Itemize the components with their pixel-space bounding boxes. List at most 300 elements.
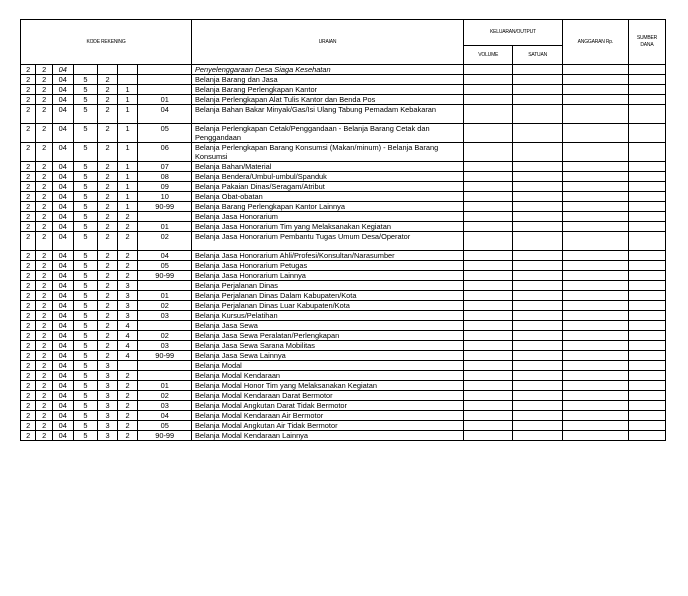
kode-cell-1: 2 <box>21 431 36 441</box>
kode-cell-3: 04 <box>52 361 73 371</box>
kode-cell-3: 04 <box>52 75 73 85</box>
kode-cell-3: 04 <box>52 281 73 291</box>
volume-cell <box>463 124 512 143</box>
header-volume: VOLUME <box>463 46 512 65</box>
table-row <box>21 182 666 192</box>
volume-cell <box>463 162 512 172</box>
anggaran-cell <box>562 321 628 331</box>
kode-sub-cell: 10 <box>138 192 192 202</box>
anggaran-cell <box>562 143 628 162</box>
kode-cell-5: 2 <box>98 162 118 172</box>
table-row <box>21 124 666 143</box>
kode-sub-cell: 01 <box>138 381 192 391</box>
anggaran-cell <box>562 291 628 301</box>
sumber-dana-cell <box>628 65 665 75</box>
kode-sub-cell: 05 <box>138 421 192 431</box>
kode-cell-5: 3 <box>98 431 118 441</box>
budget-table <box>20 19 666 441</box>
volume-cell <box>463 301 512 311</box>
header-uraian: URAIAN <box>191 20 463 65</box>
kode-cell-2: 2 <box>36 85 52 95</box>
kode-cell-3: 04 <box>52 232 73 251</box>
header-kode-rekening: KODE REKENING <box>21 20 192 65</box>
volume-cell <box>463 212 512 222</box>
kode-cell-3: 04 <box>52 321 73 331</box>
satuan-cell <box>513 182 562 192</box>
kode-cell-3: 04 <box>52 124 73 143</box>
kode-cell-3: 04 <box>52 421 73 431</box>
uraian-cell: Belanja Perjalanan Dinas Dalam Kabupaten/Kota <box>191 291 463 301</box>
kode-cell-6: 1 <box>117 162 138 172</box>
kode-cell-4: 5 <box>73 105 98 124</box>
kode-cell-2: 2 <box>36 105 52 124</box>
kode-cell-4: 5 <box>73 391 98 401</box>
kode-sub-cell: 02 <box>138 301 192 311</box>
uraian-cell: Belanja Obat-obatan <box>191 192 463 202</box>
kode-cell-6: 1 <box>117 192 138 202</box>
satuan-cell <box>513 271 562 281</box>
kode-cell-2: 2 <box>36 172 52 182</box>
kode-sub-cell <box>138 212 192 222</box>
kode-cell-2: 2 <box>36 411 52 421</box>
kode-cell-4: 5 <box>73 351 98 361</box>
kode-cell-1: 2 <box>21 371 36 381</box>
satuan-cell <box>513 261 562 271</box>
kode-cell-5: 3 <box>98 361 118 371</box>
kode-sub-cell: 09 <box>138 182 192 192</box>
kode-cell-2: 2 <box>36 311 52 321</box>
kode-cell-4: 5 <box>73 311 98 321</box>
uraian-cell: Belanja Modal <box>191 361 463 371</box>
uraian-cell: Belanja Modal Kendaraan <box>191 371 463 381</box>
table-row <box>21 105 666 124</box>
satuan-cell <box>513 222 562 232</box>
kode-cell-4: 5 <box>73 341 98 351</box>
kode-cell-4: 5 <box>73 143 98 162</box>
table-row <box>21 291 666 301</box>
kode-cell-6: 4 <box>117 351 138 361</box>
anggaran-cell <box>562 75 628 85</box>
kode-cell-3: 04 <box>52 341 73 351</box>
volume-cell <box>463 421 512 431</box>
anggaran-cell <box>562 222 628 232</box>
table-row <box>21 261 666 271</box>
kode-cell-4: 5 <box>73 172 98 182</box>
table-row <box>21 431 666 441</box>
kode-cell-3: 04 <box>52 311 73 321</box>
volume-cell <box>463 271 512 281</box>
kode-cell-2: 2 <box>36 143 52 162</box>
satuan-cell <box>513 371 562 381</box>
satuan-cell <box>513 351 562 361</box>
volume-cell <box>463 431 512 441</box>
kode-cell-2: 2 <box>36 291 52 301</box>
volume-cell <box>463 361 512 371</box>
kode-cell-6: 2 <box>117 251 138 261</box>
kode-sub-cell: 02 <box>138 331 192 341</box>
kode-cell-4: 5 <box>73 124 98 143</box>
kode-cell-6: 2 <box>117 232 138 251</box>
kode-cell-4: 5 <box>73 232 98 251</box>
table-row <box>21 95 666 105</box>
table-row <box>21 381 666 391</box>
anggaran-cell <box>562 95 628 105</box>
kode-cell-5: 3 <box>98 391 118 401</box>
table-row <box>21 421 666 431</box>
satuan-cell <box>513 281 562 291</box>
kode-cell-3: 04 <box>52 371 73 381</box>
kode-cell-1: 2 <box>21 182 36 192</box>
kode-sub-cell: 08 <box>138 172 192 182</box>
uraian-cell: Belanja Modal Kendaraan Air Bermotor <box>191 411 463 421</box>
kode-cell-1: 2 <box>21 192 36 202</box>
anggaran-cell <box>562 281 628 291</box>
uraian-cell: Belanja Bendera/Umbul-umbul/Spanduk <box>191 172 463 182</box>
kode-cell-2: 2 <box>36 75 52 85</box>
kode-cell-2: 2 <box>36 95 52 105</box>
kode-cell-6: 2 <box>117 421 138 431</box>
uraian-cell: Belanja Jasa Sewa <box>191 321 463 331</box>
uraian-cell: Belanja Barang Perlengkapan Kantor Lainnya <box>191 202 463 212</box>
kode-cell-2: 2 <box>36 65 52 75</box>
volume-cell <box>463 331 512 341</box>
kode-cell-2: 2 <box>36 162 52 172</box>
kode-cell-5: 3 <box>98 401 118 411</box>
kode-cell-1: 2 <box>21 321 36 331</box>
table-row <box>21 391 666 401</box>
table-row <box>21 85 666 95</box>
volume-cell <box>463 75 512 85</box>
kode-cell-1: 2 <box>21 75 36 85</box>
kode-cell-6: 2 <box>117 212 138 222</box>
kode-sub-cell: 05 <box>138 261 192 271</box>
volume-cell <box>463 192 512 202</box>
satuan-cell <box>513 381 562 391</box>
uraian-cell: Belanja Perlengkapan Cetak/Penggandaan - Belanja Barang Cetak dan Penggandaan <box>191 124 463 143</box>
kode-cell-5: 2 <box>98 143 118 162</box>
kode-cell-5: 2 <box>98 105 118 124</box>
kode-cell-3: 04 <box>52 105 73 124</box>
kode-cell-6: 1 <box>117 143 138 162</box>
kode-cell-4: 5 <box>73 212 98 222</box>
kode-cell-2: 2 <box>36 251 52 261</box>
sumber-dana-cell <box>628 202 665 212</box>
kode-cell-5: 2 <box>98 202 118 212</box>
kode-cell-4: 5 <box>73 411 98 421</box>
satuan-cell <box>513 75 562 85</box>
kode-cell-3: 04 <box>52 192 73 202</box>
satuan-cell <box>513 361 562 371</box>
kode-cell-4: 5 <box>73 371 98 381</box>
kode-cell-2: 2 <box>36 124 52 143</box>
kode-cell-4: 5 <box>73 95 98 105</box>
satuan-cell <box>513 143 562 162</box>
uraian-cell: Belanja Modal Angkutan Darat Tidak Bermotor <box>191 401 463 411</box>
kode-cell-2: 2 <box>36 222 52 232</box>
table-row <box>21 143 666 162</box>
kode-sub-cell: 03 <box>138 311 192 321</box>
kode-cell-6: 3 <box>117 281 138 291</box>
kode-cell-5: 2 <box>98 212 118 222</box>
kode-cell-2: 2 <box>36 391 52 401</box>
sumber-dana-cell <box>628 251 665 261</box>
kode-cell-3: 04 <box>52 391 73 401</box>
kode-cell-3: 04 <box>52 143 73 162</box>
anggaran-cell <box>562 401 628 411</box>
kode-cell-6: 2 <box>117 371 138 381</box>
kode-cell-6: 4 <box>117 321 138 331</box>
kode-cell-5: 2 <box>98 331 118 341</box>
kode-cell-4: 5 <box>73 421 98 431</box>
kode-cell-6: 3 <box>117 291 138 301</box>
kode-cell-4: 5 <box>73 222 98 232</box>
kode-cell-1: 2 <box>21 281 36 291</box>
kode-cell-3: 04 <box>52 95 73 105</box>
sumber-dana-cell <box>628 371 665 381</box>
kode-cell-3: 04 <box>52 331 73 341</box>
uraian-cell: Belanja Barang dan Jasa <box>191 75 463 85</box>
satuan-cell <box>513 232 562 251</box>
sumber-dana-cell <box>628 321 665 331</box>
kode-cell-4 <box>73 65 98 75</box>
volume-cell <box>463 341 512 351</box>
satuan-cell <box>513 162 562 172</box>
sumber-dana-cell <box>628 124 665 143</box>
anggaran-cell <box>562 212 628 222</box>
kode-cell-4: 5 <box>73 202 98 212</box>
table-row <box>21 311 666 321</box>
anggaran-cell <box>562 431 628 441</box>
kode-cell-6: 1 <box>117 85 138 95</box>
uraian-cell: Belanja Jasa Honorarium Ahli/Profesi/Konsultan/Narasumber <box>191 251 463 261</box>
kode-cell-2: 2 <box>36 321 52 331</box>
kode-cell-3: 04 <box>52 65 73 75</box>
kode-cell-4: 5 <box>73 162 98 172</box>
volume-cell <box>463 143 512 162</box>
anggaran-cell <box>562 381 628 391</box>
kode-sub-cell: 05 <box>138 124 192 143</box>
anggaran-cell <box>562 261 628 271</box>
table-row <box>21 75 666 85</box>
table-row <box>21 251 666 261</box>
kode-cell-2: 2 <box>36 381 52 391</box>
sumber-dana-cell <box>628 261 665 271</box>
kode-cell-6: 2 <box>117 411 138 421</box>
kode-cell-3: 04 <box>52 85 73 95</box>
sumber-dana-cell <box>628 105 665 124</box>
kode-cell-4: 5 <box>73 271 98 281</box>
kode-cell-4: 5 <box>73 85 98 95</box>
kode-cell-5: 2 <box>98 341 118 351</box>
sumber-dana-cell <box>628 331 665 341</box>
kode-cell-1: 2 <box>21 271 36 281</box>
kode-cell-6: 2 <box>117 271 138 281</box>
table-body <box>21 65 666 441</box>
header-anggaran: ANGGARAN Rp. <box>562 20 628 65</box>
kode-cell-2: 2 <box>36 421 52 431</box>
kode-cell-1: 2 <box>21 401 36 411</box>
kode-cell-5: 2 <box>98 172 118 182</box>
kode-sub-cell <box>138 361 192 371</box>
header-keluaran: KELUARAN/OUTPUT <box>463 20 562 46</box>
sumber-dana-cell <box>628 421 665 431</box>
uraian-cell: Belanja Jasa Honorarium Lainnya <box>191 271 463 281</box>
satuan-cell <box>513 391 562 401</box>
anggaran-cell <box>562 162 628 172</box>
table-row <box>21 411 666 421</box>
kode-cell-4: 5 <box>73 301 98 311</box>
kode-cell-6: 4 <box>117 341 138 351</box>
kode-cell-1: 2 <box>21 261 36 271</box>
kode-cell-2: 2 <box>36 371 52 381</box>
kode-cell-4: 5 <box>73 75 98 85</box>
satuan-cell <box>513 105 562 124</box>
volume-cell <box>463 321 512 331</box>
volume-cell <box>463 172 512 182</box>
kode-cell-5: 2 <box>98 351 118 361</box>
satuan-cell <box>513 85 562 95</box>
kode-cell-5: 3 <box>98 371 118 381</box>
uraian-cell: Belanja Perlengkapan Alat Tulis Kantor dan Benda Pos <box>191 95 463 105</box>
satuan-cell <box>513 331 562 341</box>
kode-cell-2: 2 <box>36 301 52 311</box>
volume-cell <box>463 261 512 271</box>
kode-cell-3: 04 <box>52 261 73 271</box>
satuan-cell <box>513 321 562 331</box>
kode-cell-4: 5 <box>73 291 98 301</box>
anggaran-cell <box>562 411 628 421</box>
sumber-dana-cell <box>628 75 665 85</box>
kode-cell-6: 1 <box>117 105 138 124</box>
kode-cell-1: 2 <box>21 162 36 172</box>
kode-cell-4: 5 <box>73 182 98 192</box>
kode-cell-2: 2 <box>36 192 52 202</box>
kode-cell-6: 3 <box>117 311 138 321</box>
kode-cell-1: 2 <box>21 105 36 124</box>
kode-sub-cell <box>138 321 192 331</box>
uraian-cell: Belanja Modal Honor Tim yang Melaksanakan Kegiatan <box>191 381 463 391</box>
kode-sub-cell: 01 <box>138 222 192 232</box>
kode-cell-3: 04 <box>52 251 73 261</box>
kode-cell-1: 2 <box>21 411 36 421</box>
kode-sub-cell: 04 <box>138 411 192 421</box>
sumber-dana-cell <box>628 351 665 361</box>
kode-sub-cell: 02 <box>138 232 192 251</box>
uraian-cell: Belanja Bahan/Material <box>191 162 463 172</box>
kode-cell-5: 3 <box>98 411 118 421</box>
kode-cell-3: 04 <box>52 212 73 222</box>
kode-cell-1: 2 <box>21 124 36 143</box>
satuan-cell <box>513 192 562 202</box>
sumber-dana-cell <box>628 192 665 202</box>
kode-sub-cell <box>138 281 192 291</box>
kode-cell-2: 2 <box>36 361 52 371</box>
sumber-dana-cell <box>628 172 665 182</box>
kode-cell-6: 2 <box>117 431 138 441</box>
anggaran-cell <box>562 331 628 341</box>
kode-sub-cell <box>138 371 192 381</box>
anggaran-cell <box>562 361 628 371</box>
uraian-cell: Belanja Modal Angkutan Air Tidak Bermotor <box>191 421 463 431</box>
kode-cell-5: 2 <box>98 85 118 95</box>
table-row <box>21 192 666 202</box>
kode-cell-3: 04 <box>52 182 73 192</box>
sumber-dana-cell <box>628 222 665 232</box>
kode-cell-1: 2 <box>21 143 36 162</box>
anggaran-cell <box>562 371 628 381</box>
sumber-dana-cell <box>628 162 665 172</box>
sumber-dana-cell <box>628 341 665 351</box>
anggaran-cell <box>562 85 628 95</box>
kode-cell-3: 04 <box>52 291 73 301</box>
kode-cell-2: 2 <box>36 271 52 281</box>
kode-sub-cell: 02 <box>138 391 192 401</box>
uraian-cell: Belanja Jasa Honorarium Pembantu Tugas Umum Desa/Operator <box>191 232 463 251</box>
kode-cell-5: 2 <box>98 222 118 232</box>
kode-cell-1: 2 <box>21 212 36 222</box>
volume-cell <box>463 411 512 421</box>
kode-cell-4: 5 <box>73 331 98 341</box>
anggaran-cell <box>562 341 628 351</box>
sumber-dana-cell <box>628 391 665 401</box>
satuan-cell <box>513 212 562 222</box>
sumber-dana-cell <box>628 182 665 192</box>
kode-cell-1: 2 <box>21 311 36 321</box>
satuan-cell <box>513 311 562 321</box>
uraian-cell: Belanja Perjalanan Dinas <box>191 281 463 291</box>
kode-cell-4: 5 <box>73 401 98 411</box>
kode-cell-2: 2 <box>36 212 52 222</box>
anggaran-cell <box>562 251 628 261</box>
kode-sub-cell: 01 <box>138 291 192 301</box>
kode-sub-cell: 03 <box>138 401 192 411</box>
uraian-cell: Penyelenggaraan Desa Siaga Kesehatan <box>191 65 463 75</box>
uraian-cell: Belanja Kursus/Pelatihan <box>191 311 463 321</box>
table-row <box>21 341 666 351</box>
table-row <box>21 162 666 172</box>
kode-cell-1: 2 <box>21 251 36 261</box>
satuan-cell <box>513 431 562 441</box>
table-row <box>21 301 666 311</box>
anggaran-cell <box>562 351 628 361</box>
kode-cell-1: 2 <box>21 421 36 431</box>
table-row <box>21 281 666 291</box>
uraian-cell: Belanja Jasa Sewa Peralatan/Perlengkapan <box>191 331 463 341</box>
volume-cell <box>463 232 512 251</box>
kode-sub-cell: 06 <box>138 143 192 162</box>
kode-cell-3: 04 <box>52 162 73 172</box>
volume-cell <box>463 391 512 401</box>
volume-cell <box>463 85 512 95</box>
table-row <box>21 232 666 251</box>
kode-cell-3: 04 <box>52 411 73 421</box>
kode-cell-3: 04 <box>52 172 73 182</box>
kode-cell-3: 04 <box>52 222 73 232</box>
uraian-cell: Belanja Perjalanan Dinas Luar Kabupaten/Kota <box>191 301 463 311</box>
sumber-dana-cell <box>628 401 665 411</box>
sumber-dana-cell <box>628 271 665 281</box>
kode-cell-6: 1 <box>117 95 138 105</box>
volume-cell <box>463 311 512 321</box>
kode-cell-2: 2 <box>36 261 52 271</box>
kode-cell-1: 2 <box>21 95 36 105</box>
kode-cell-6: 2 <box>117 401 138 411</box>
volume-cell <box>463 95 512 105</box>
kode-cell-6: 1 <box>117 172 138 182</box>
volume-cell <box>463 65 512 75</box>
kode-cell-2: 2 <box>36 281 52 291</box>
kode-cell-5: 2 <box>98 281 118 291</box>
